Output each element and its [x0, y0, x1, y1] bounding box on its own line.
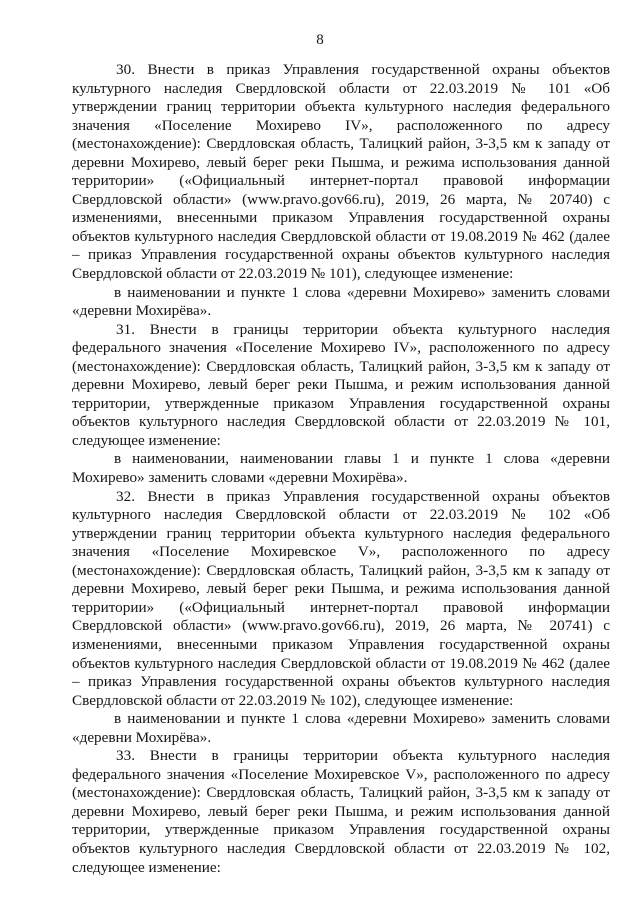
paragraph-32-change: в наименовании и пункте 1 слова «деревни Мохирево» заменить словами «деревни Мохирёва». — [72, 710, 610, 746]
paragraph-30: 30. Внести в приказ Управления государственной охраны объектов культурного наследия Свердловской области от 22.03.2019 № 101 «Об утверждении границ территории объекта культурного наследия федерального значения «Поселение Мохирево IV», расположенного по адресу (местонахождение): Свердловская область, Талицкий район, 3-3,5 км к западу от деревни Мохирево, левый берег реки Пышма, и режима использования данной территории» («Официальный интернет-портал правовой информации Свердловской области» (www.pravo.gov66.ru), 2019, 26 марта, № 20740) с изменениями, внесенными приказом Управления государственной охраны объектов культурного наследия Свердловской области от 19.08.2019 № 462 (далее – приказ Управления государственной охраны объектов культурного наследия Свердловской области от 22.03.2019 № 101), следующее изменение: — [72, 61, 610, 283]
page-number: 8 — [316, 32, 324, 48]
paragraph-31-change: в наименовании, наименовании главы 1 и пункте 1 слова «деревни Мохирево» заменить словами «деревни Мохирёва». — [72, 450, 610, 487]
paragraph-30-change: в наименовании и пункте 1 слова «деревни Мохирево» заменить словами «деревни Мохирёва». — [72, 283, 610, 320]
paragraph-31: 31. Внести в границы территории объекта культурного наследия федерального значения «Поселение Мохирево IV», расположенного по адресу (местонахождение): Свердловская область, Талицкий район, 3-3,5 км к западу от деревни Мохирево, левый берег реки Пышма, и режим использования данной территории, утвержденные приказом Управления государственной охраны объектов культурного наследия Свердловской области от 22.03.2019 № 101, следующее изменение: — [72, 320, 610, 449]
paragraph-33: 33. Внести в границы территории объекта культурного наследия федерального значения «Поселение Мохиревское V», расположенного по адресу (местонахождение): Свердловская область, Талицкий район, 3-3,5 км к западу от деревни Мохирево, левый берег реки Пышма, и режим использования данной территории, утвержденные приказом Управления государственной охраны объектов культурного наследия Свердловской области от 22.03.2019 № 102, следующее изменение: — [72, 747, 610, 876]
document-body — [72, 61, 610, 877]
paragraph-32: 32. Внести в приказ Управления государственной охраны объектов культурного наследия Свердловской области от 22.03.2019 № 102 «Об утверждении границ территории объекта культурного наследия федерального значения «Поселение Мохиревское V», расположенного по адресу (местонахождение): Свердловская область, Талицкий район, 3-3,5 км к западу от деревни Мохирево, левый берег реки Пышма, и режима использования данной территории» («Официальный интернет-портал правовой информации Свердловской области» (www.pravo.gov66.ru), 2019, 26 марта, № 20741) с изменениями, внесенными приказом Управления государственной охраны объектов культурного наследия Свердловской области от 19.08.2019 № 462 (далее – приказ Управления государственной охраны объектов культурного наследия Свердловской области от 22.03.2019 № 102), следующее изменение: — [72, 487, 610, 709]
